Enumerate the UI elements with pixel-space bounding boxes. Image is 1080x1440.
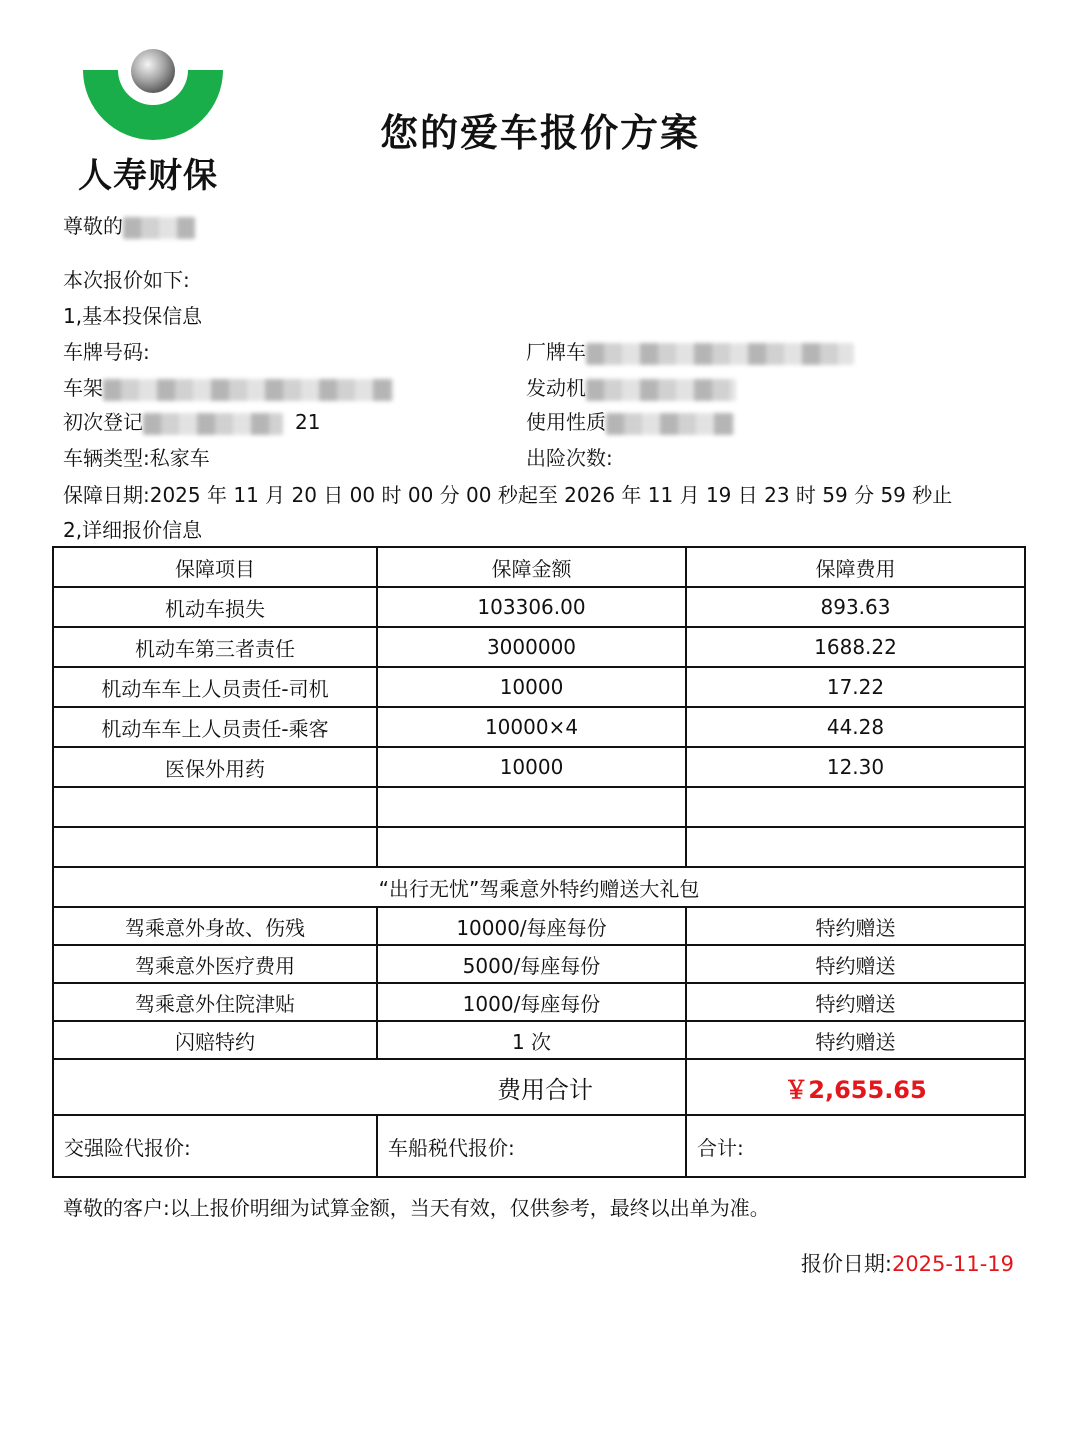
first-reg-suffix: 21 bbox=[295, 410, 321, 434]
row-amount bbox=[377, 827, 686, 867]
table-row bbox=[53, 587, 1025, 627]
row-amount: 3000000 bbox=[377, 627, 686, 667]
quote-intro: 本次报价如下: bbox=[63, 268, 190, 292]
row-fee: 893.63 bbox=[686, 587, 1025, 627]
gift-row bbox=[53, 945, 1025, 983]
footer-row bbox=[53, 1115, 1025, 1177]
gift-fee: 特约赠送 bbox=[686, 945, 1025, 983]
quote-date-value: 2025-11-19 bbox=[891, 1252, 1014, 1276]
gift-amount: 1000/每座每份 bbox=[377, 983, 686, 1021]
gift-amount: 10000/每座每份 bbox=[377, 907, 686, 945]
usage-label: 使用性质 bbox=[526, 410, 606, 434]
gift-fee: 特约赠送 bbox=[686, 1021, 1025, 1059]
vehicle-tax-quote: 车船税代报价: bbox=[377, 1115, 686, 1177]
redacted-first-reg bbox=[143, 413, 283, 435]
table-row-empty bbox=[53, 827, 1025, 867]
row-amount: 10000 bbox=[377, 667, 686, 707]
row-item: 机动车车上人员责任-乘客 bbox=[53, 707, 377, 747]
row-fee: 17.22 bbox=[686, 667, 1025, 707]
greeting-label: 尊敬的 bbox=[63, 214, 123, 238]
gift-fee: 特约赠送 bbox=[686, 983, 1025, 1021]
table-row bbox=[53, 747, 1025, 787]
row-fee bbox=[686, 827, 1025, 867]
redacted-vin bbox=[103, 379, 393, 401]
usage-field bbox=[526, 410, 734, 435]
row-amount: 103306.00 bbox=[377, 587, 686, 627]
redacted-engine bbox=[586, 379, 736, 401]
table-header-row bbox=[53, 547, 1025, 587]
header-fee: 保障费用 bbox=[686, 547, 1025, 587]
row-amount: 10000×4 bbox=[377, 707, 686, 747]
first-reg-label: 初次登记 bbox=[63, 410, 143, 434]
gift-item: 驾乘意外身故、伤残 bbox=[53, 907, 377, 945]
vin-label: 车架 bbox=[63, 376, 103, 400]
header-item: 保障项目 bbox=[53, 547, 377, 587]
row-fee bbox=[686, 787, 1025, 827]
row-fee: 1688.22 bbox=[686, 627, 1025, 667]
vehicle-type: 车辆类型:私家车 bbox=[63, 446, 210, 470]
disclaimer-note: 尊敬的客户:以上报价明细为试算金额，当天有效，仅供参考，最终以出单为准。 bbox=[63, 1196, 770, 1220]
row-amount bbox=[377, 787, 686, 827]
row-item bbox=[53, 827, 377, 867]
gift-title-row bbox=[53, 867, 1025, 907]
table-row bbox=[53, 627, 1025, 667]
total-row bbox=[53, 1059, 1025, 1115]
gift-amount: 5000/每座每份 bbox=[377, 945, 686, 983]
gift-item: 驾乘意外医疗费用 bbox=[53, 945, 377, 983]
gift-item: 驾乘意外住院津贴 bbox=[53, 983, 377, 1021]
section-detail-quote: 2,详细报价信息 bbox=[63, 518, 203, 542]
gift-row bbox=[53, 907, 1025, 945]
total-value: ￥2,655.65 bbox=[686, 1059, 1025, 1115]
greeting-line bbox=[63, 214, 195, 239]
table-row bbox=[53, 667, 1025, 707]
engine-label: 发动机 bbox=[526, 376, 586, 400]
gift-item: 闪赔特约 bbox=[53, 1021, 377, 1059]
gift-title: “出行无忧”驾乘意外特约赠送大礼包 bbox=[53, 867, 1025, 907]
row-amount: 10000 bbox=[377, 747, 686, 787]
coverage-period: 保障日期:2025 年 11 月 20 日 00 时 00 分 00 秒起至 2026 年 11 月 19 日 23 时 59 分 59 秒止 bbox=[63, 483, 953, 507]
gift-fee: 特约赠送 bbox=[686, 907, 1025, 945]
claims-count: 出险次数: bbox=[526, 446, 613, 470]
compulsory-insurance-quote: 交强险代报价: bbox=[53, 1115, 377, 1177]
table-row-empty bbox=[53, 787, 1025, 827]
row-item: 医保外用药 bbox=[53, 747, 377, 787]
quote-date bbox=[801, 1252, 1014, 1276]
gift-row bbox=[53, 983, 1025, 1021]
page-title: 您的爱车报价方案 bbox=[379, 111, 700, 155]
quote-table bbox=[52, 546, 1026, 1178]
redacted-brand bbox=[586, 343, 854, 365]
vin-field bbox=[63, 376, 393, 401]
engine-field bbox=[526, 376, 736, 401]
row-item bbox=[53, 787, 377, 827]
brand-field bbox=[526, 340, 854, 365]
gift-amount: 1 次 bbox=[377, 1021, 686, 1059]
first-reg-field bbox=[63, 410, 320, 435]
table-row bbox=[53, 707, 1025, 747]
quote-date-label: 报价日期: bbox=[800, 1252, 892, 1276]
footer-total: 合计: bbox=[686, 1115, 1025, 1177]
brand-label: 厂牌车 bbox=[526, 340, 586, 364]
row-item: 机动车车上人员责任-司机 bbox=[53, 667, 377, 707]
redacted-usage bbox=[606, 413, 734, 435]
logo-text: 人寿财保 bbox=[78, 156, 218, 196]
redacted-name bbox=[123, 217, 195, 239]
section-basic-info: 1,基本投保信息 bbox=[63, 304, 203, 328]
row-item: 机动车损失 bbox=[53, 587, 377, 627]
plate-label: 车牌号码: bbox=[63, 340, 150, 364]
row-item: 机动车第三者责任 bbox=[53, 627, 377, 667]
gift-row bbox=[53, 1021, 1025, 1059]
row-fee: 44.28 bbox=[686, 707, 1025, 747]
header-amount: 保障金额 bbox=[377, 547, 686, 587]
row-fee: 12.30 bbox=[686, 747, 1025, 787]
total-label: 费用合计 bbox=[53, 1059, 686, 1115]
